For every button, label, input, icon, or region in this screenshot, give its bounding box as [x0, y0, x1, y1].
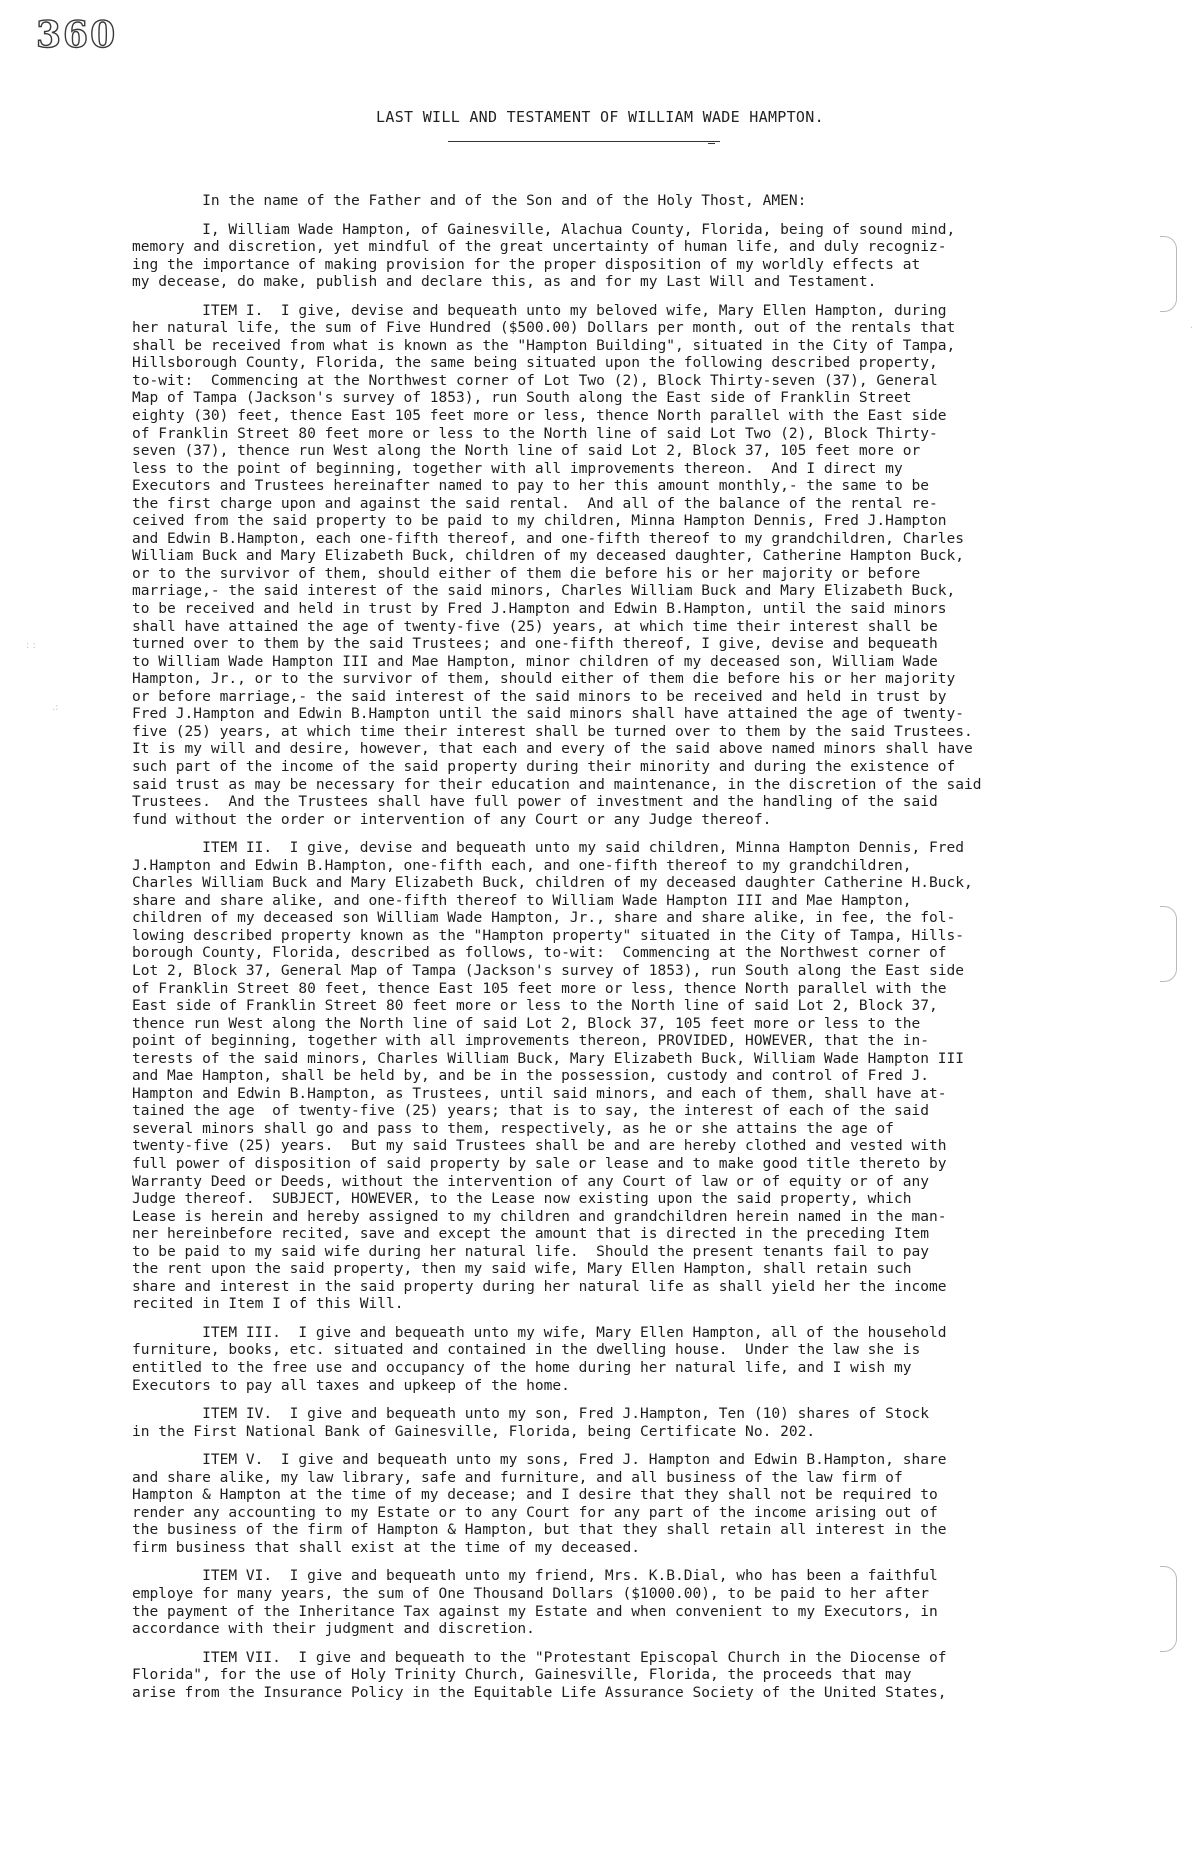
text-line: J.Hampton and Edwin B.Hampton, one-fifth each, and one-fifth thereof to my grandchildren, — [132, 856, 912, 874]
text-line: In the name of the Father and of the Son and of the Holy Thost, AMEN: — [132, 192, 807, 209]
text-line: Hampton and Edwin B.Hampton, as Trustees, until said minors, and each of them, shall have at- — [132, 1084, 947, 1102]
text-line: the payment of the Inheritance Tax against my Estate and when convenient to my Executors, in — [132, 1602, 938, 1620]
paragraph — [132, 302, 1132, 828]
text-line: tained the age of twenty-five (25) years; that is to say, the interest of each of the said — [132, 1102, 929, 1120]
text-line: seven (37), thence run West along the North line of said Lot 2, Block 37, 105 feet more or — [132, 442, 921, 460]
text-line: Hampton, Jr., or to the survivor of them, should either of them die before his or her majority — [132, 670, 956, 688]
text-line: her natural life, the sum of Five Hundred ($500.00) Dollars per month, out of the rentals that — [132, 319, 956, 337]
text-line: point of beginning, together with all improvements thereon, PROVIDED, HOWEVER, that the in- — [132, 1032, 929, 1050]
text-line: Executors and Trustees hereinafter named to pay to her this amount monthly,- the same to be — [132, 477, 929, 495]
text-line: Lot 2, Block 37, General Map of Tampa (Jackson's survey of 1853), run South along the East side — [132, 961, 965, 979]
text-line: recited in Item I of this Will. — [132, 1295, 404, 1313]
text-line: ing the importance of making provision for the proper disposition of my worldly effects at — [132, 255, 921, 273]
paragraph-gap — [132, 1440, 1132, 1451]
text-line: full power of disposition of said property by sale or lease and to make good title thereto by — [132, 1154, 947, 1172]
text-line: several minors shall go and pass to them, respectively, as he or she attains the age of — [132, 1119, 894, 1137]
text-line: thence run West along the North line of said Lot 2, Block 37, 105 feet more or less to the — [132, 1014, 921, 1032]
text-line: the rent upon the said property, then my said wife, Mary Ellen Hampton, shall retain such — [132, 1260, 912, 1278]
page-number: 360 — [36, 14, 118, 56]
text-line: furniture, books, etc. situated and contained in the dwelling house. Under the law she is — [132, 1341, 921, 1359]
text-line: to William Wade Hampton III and Mae Hampton, minor children of my deceased son, William Wade — [132, 652, 938, 670]
text-line: render any accounting to my Estate or to any Court for any part of the income arising out of — [132, 1503, 938, 1521]
paragraph-gap — [132, 1394, 1132, 1405]
margin-bracket — [1160, 1566, 1177, 1652]
text-line: ceived from the said property to be paid to my children, Minna Hampton Dennis, Fred J.Hampton — [132, 512, 947, 530]
margin-mark: .: — [52, 702, 59, 713]
paragraph-gap — [132, 1313, 1132, 1324]
text-line: Executors to pay all taxes and upkeep of the home. — [132, 1376, 570, 1394]
document-body — [132, 192, 1132, 1701]
title-underline — [448, 141, 720, 142]
text-line: and Mae Hampton, shall be held by, and be in the possession, custody and control of Fred J. — [132, 1067, 929, 1085]
margin-mark: : : — [26, 640, 36, 651]
text-line: arise from the Insurance Policy in the Equitable Life Assurance Society of the United States, — [132, 1683, 947, 1701]
text-line: Map of Tampa (Jackson's survey of 1853), run South along the East side of Franklin Street — [132, 389, 912, 407]
text-line: terests of the said minors, Charles William Buck, Mary Elizabeth Buck, William Wade Hampton III — [132, 1049, 965, 1067]
paragraph-gap — [132, 1638, 1132, 1649]
text-line: share and interest in the said property during her natural life as shall yield her the income — [132, 1277, 947, 1295]
text-line: the first charge upon and against the said rental. And all of the balance of the rental re- — [132, 494, 938, 512]
margin-bracket — [1160, 906, 1177, 982]
text-line: ITEM V. I give and bequeath unto my sons, Fred J. Hampton and Edwin B.Hampton, share — [132, 1451, 947, 1469]
text-line: or to the survivor of them, should either of them die before his or her majority or before — [132, 564, 921, 582]
text-line: accordance with their judgment and discretion. — [132, 1620, 535, 1638]
text-line: Charles William Buck and Mary Elizabeth Buck, children of my deceased daughter Catherine H.Buck, — [132, 874, 973, 892]
text-line: the business of the firm of Hampton & Hampton, but that they shall retain all interest in the — [132, 1521, 947, 1539]
text-line: ITEM II. I give, devise and bequeath unto my said children, Minna Hampton Dennis, Fred — [132, 839, 965, 857]
text-line: or before marriage,- the said interest of the said minors to be received and held in trust by — [132, 687, 947, 705]
text-line: twenty-five (25) years. But my said Trustees shall be and are hereby clothed and vested with — [132, 1137, 947, 1155]
text-line: five (25) years, at which time their interest shall be turned over to them by the said Trustees. — [132, 722, 973, 740]
text-line: Florida", for the use of Holy Trinity Church, Gainesville, Florida, the proceeds that may — [132, 1666, 912, 1684]
paragraph — [132, 1451, 1132, 1556]
text-line: of Franklin Street 80 feet more or less to the North line of said Lot Two (2), Block Thirty- — [132, 424, 938, 442]
paragraph-gap — [132, 828, 1132, 839]
text-line: ITEM VII. I give and bequeath to the "Protestant Episcopal Church in the Diocense of — [132, 1648, 947, 1666]
margin-bracket — [1160, 236, 1177, 312]
paragraph-gap — [132, 291, 1132, 302]
text-line: Warranty Deed or Deeds, without the intervention of any Court of law or of equity or of any — [132, 1172, 929, 1190]
text-line: fund without the order or intervention of any Court or any Judge thereof. — [132, 810, 772, 828]
text-line: said trust as may be necessary for their education and maintenance, in the discretion of the said — [132, 775, 982, 793]
text-line: Lease is herein and hereby assigned to my children and grandchildren herein named in the man- — [132, 1207, 947, 1225]
text-line: It is my will and desire, however, that each and every of the said above named minors shall have — [132, 740, 973, 758]
text-line: employe for many years, the sum of One Thousand Dollars ($1000.00), to be paid to her after — [132, 1585, 929, 1603]
text-line: lowing described property known as the "Hampton property" situated in the City of Tampa, Hills- — [132, 926, 965, 944]
text-line: less to the point of beginning, together with all improvements thereon. And I direct my — [132, 459, 903, 477]
text-line: children of my deceased son William Wade Hampton, Jr., share and share alike, in fee, the fol- — [132, 909, 956, 927]
text-line: to be paid to my said wife during her natural life. Should the present tenants fail to pay — [132, 1242, 929, 1260]
text-line: Hillsborough County, Florida, the same being situated upon the following described property, — [132, 354, 938, 372]
document-title: LAST WILL AND TESTAMENT OF WILLIAM WADE HAMPTON. — [376, 108, 824, 126]
text-line: Trustees. And the Trustees shall have full power of investment and the handling of the said — [132, 793, 938, 811]
text-line: I, William Wade Hampton, of Gainesville, Alachua County, Florida, being of sound mind, — [132, 220, 956, 238]
text-line: to-wit: Commencing at the Northwest corner of Lot Two (2), Block Thirty-seven (37), General — [132, 371, 938, 389]
text-line: ITEM IV. I give and bequeath unto my son, Fred J.Hampton, Ten (10) shares of Stock — [132, 1405, 929, 1423]
text-line: Fred J.Hampton and Edwin B.Hampton until the said minors shall have attained the age of twenty- — [132, 705, 965, 723]
text-line: eighty (30) feet, thence East 105 feet more or less, thence North parallel with the East side — [132, 407, 947, 425]
text-line: William Buck and Mary Elizabeth Buck, children of my deceased daughter, Catherine Hampton Buck, — [132, 547, 965, 565]
paragraph — [132, 1567, 1132, 1637]
margin-mark: . — [1190, 320, 1194, 331]
text-line: shall be received from what is known as the "Hampton Building", situated in the City of Tampa, — [132, 336, 956, 354]
text-line: shall have attained the age of twenty-five (25) years, at which time their interest shall be — [132, 617, 938, 635]
text-line: Judge thereof. SUBJECT, HOWEVER, to the Lease now existing upon the said property, which — [132, 1190, 912, 1208]
text-line: borough County, Florida, described as follows, to-wit: Commencing at the Northwest corner of — [132, 944, 947, 962]
text-line: East side of Franklin Street 80 feet more or less to the North line of said Lot 2, Block 37, — [132, 997, 938, 1015]
text-line: such part of the income of the said property during their minority and during the existence of — [132, 757, 956, 775]
text-line: marriage,- the said interest of the said minors, Charles William Buck and Mary Elizabeth Buck, — [132, 582, 956, 600]
text-line: Hampton & Hampton at the time of my decease; and I desire that they shall not be required to — [132, 1486, 938, 1504]
text-line: in the First National Bank of Gainesville, Florida, being Certificate No. 202. — [132, 1422, 816, 1440]
text-line: turned over to them by the said Trustees; and one-fifth thereof, I give, devise and bequeath — [132, 635, 938, 653]
text-line: share and share alike, and one-fifth thereof to William Wade Hampton III and Mae Hampton, — [132, 891, 912, 909]
text-line: ITEM III. I give and bequeath unto my wife, Mary Ellen Hampton, all of the household — [132, 1323, 947, 1341]
paragraph — [132, 221, 1132, 291]
paragraph — [132, 839, 1132, 1313]
text-line: and share alike, my law library, safe and furniture, and all business of the law firm of — [132, 1468, 903, 1486]
paragraph-gap — [132, 210, 1132, 221]
title-underline-tick — [708, 143, 715, 144]
paragraph — [132, 1649, 1132, 1702]
text-line: entitled to the free use and occupancy of the home during her natural life, and I wish my — [132, 1359, 912, 1376]
paragraph — [132, 1405, 1132, 1440]
paragraph — [132, 192, 1132, 210]
text-line: and Edwin B.Hampton, each one-fifth thereof, and one-fifth thereof to my grandchildren, Charles — [132, 529, 965, 547]
paragraph-gap — [132, 1556, 1132, 1567]
text-line: ITEM I. I give, devise and bequeath unto my beloved wife, Mary Ellen Hampton, during — [132, 301, 947, 319]
text-line: firm business that shall exist at the time of my deceased. — [132, 1538, 640, 1556]
text-line: my decease, do make, publish and declare this, as and for my Last Will and Testament. — [132, 273, 877, 291]
text-line: of Franklin Street 80 feet, thence East 105 feet more or less, thence North parallel with the — [132, 979, 947, 997]
text-line: memory and discretion, yet mindful of the great uncertainty of human life, and duly recogniz- — [132, 238, 947, 256]
text-line: ITEM VI. I give and bequeath unto my friend, Mrs. K.B.Dial, who has been a faithful — [132, 1567, 938, 1585]
text-line: to be received and held in trust by Fred J.Hampton and Edwin B.Hampton, until the said minors — [132, 600, 947, 618]
text-line: ner hereinbefore recited, save and except the amount that is directed in the preceding Item — [132, 1225, 929, 1243]
paragraph — [132, 1324, 1132, 1394]
